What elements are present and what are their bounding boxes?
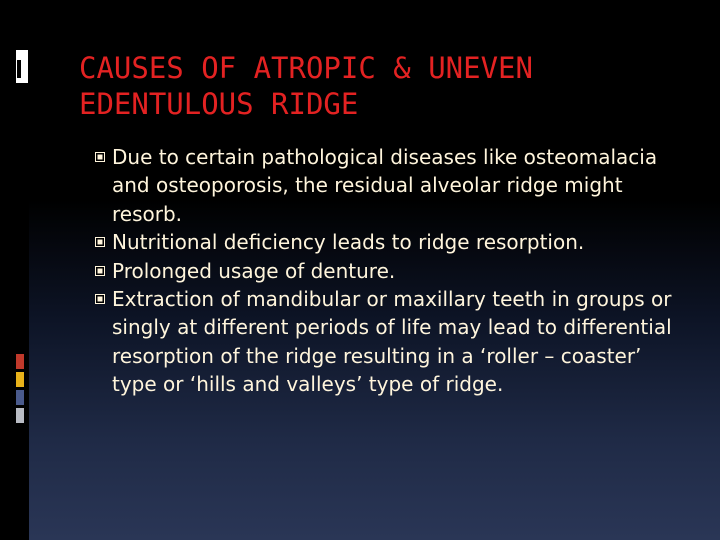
bullet-text: Due to certain pathological diseases like osteomalacia and osteoporosis, the residual alveolar ridge might resorb. [112,145,658,226]
bullet-text: Prolonged usage of denture. [112,258,396,283]
decorative-stripe-blue [16,390,24,405]
decorative-stripe-yellow [16,372,24,387]
bullet-item [94,143,674,228]
bullet-item [94,285,674,399]
slide-title: CAUSES OF ATROPIC & UNEVEN EDENTULOUS RIDGE [79,51,533,121]
square-bullet-icon [95,294,105,304]
square-bullet-icon [95,266,105,276]
bullet-list [94,143,674,399]
square-bullet-icon [95,152,105,162]
bullet-text: Extraction of mandibular or maxillary teeth in groups or singly at different periods of life may lead to differential resorption of the ridge resulting in a ‘roller – coaster’ type or ‘hills and valleys’ type of ridge. [112,287,672,397]
bullet-text: Nutritional deficiency leads to ridge resorption. [112,230,585,255]
decorative-stripe-red [16,354,24,369]
title-accent-bar-gap [17,60,21,78]
bullet-item [94,228,674,256]
decorative-stripe-gray [16,408,24,423]
bullet-item [94,257,674,285]
square-bullet-icon [95,237,105,247]
